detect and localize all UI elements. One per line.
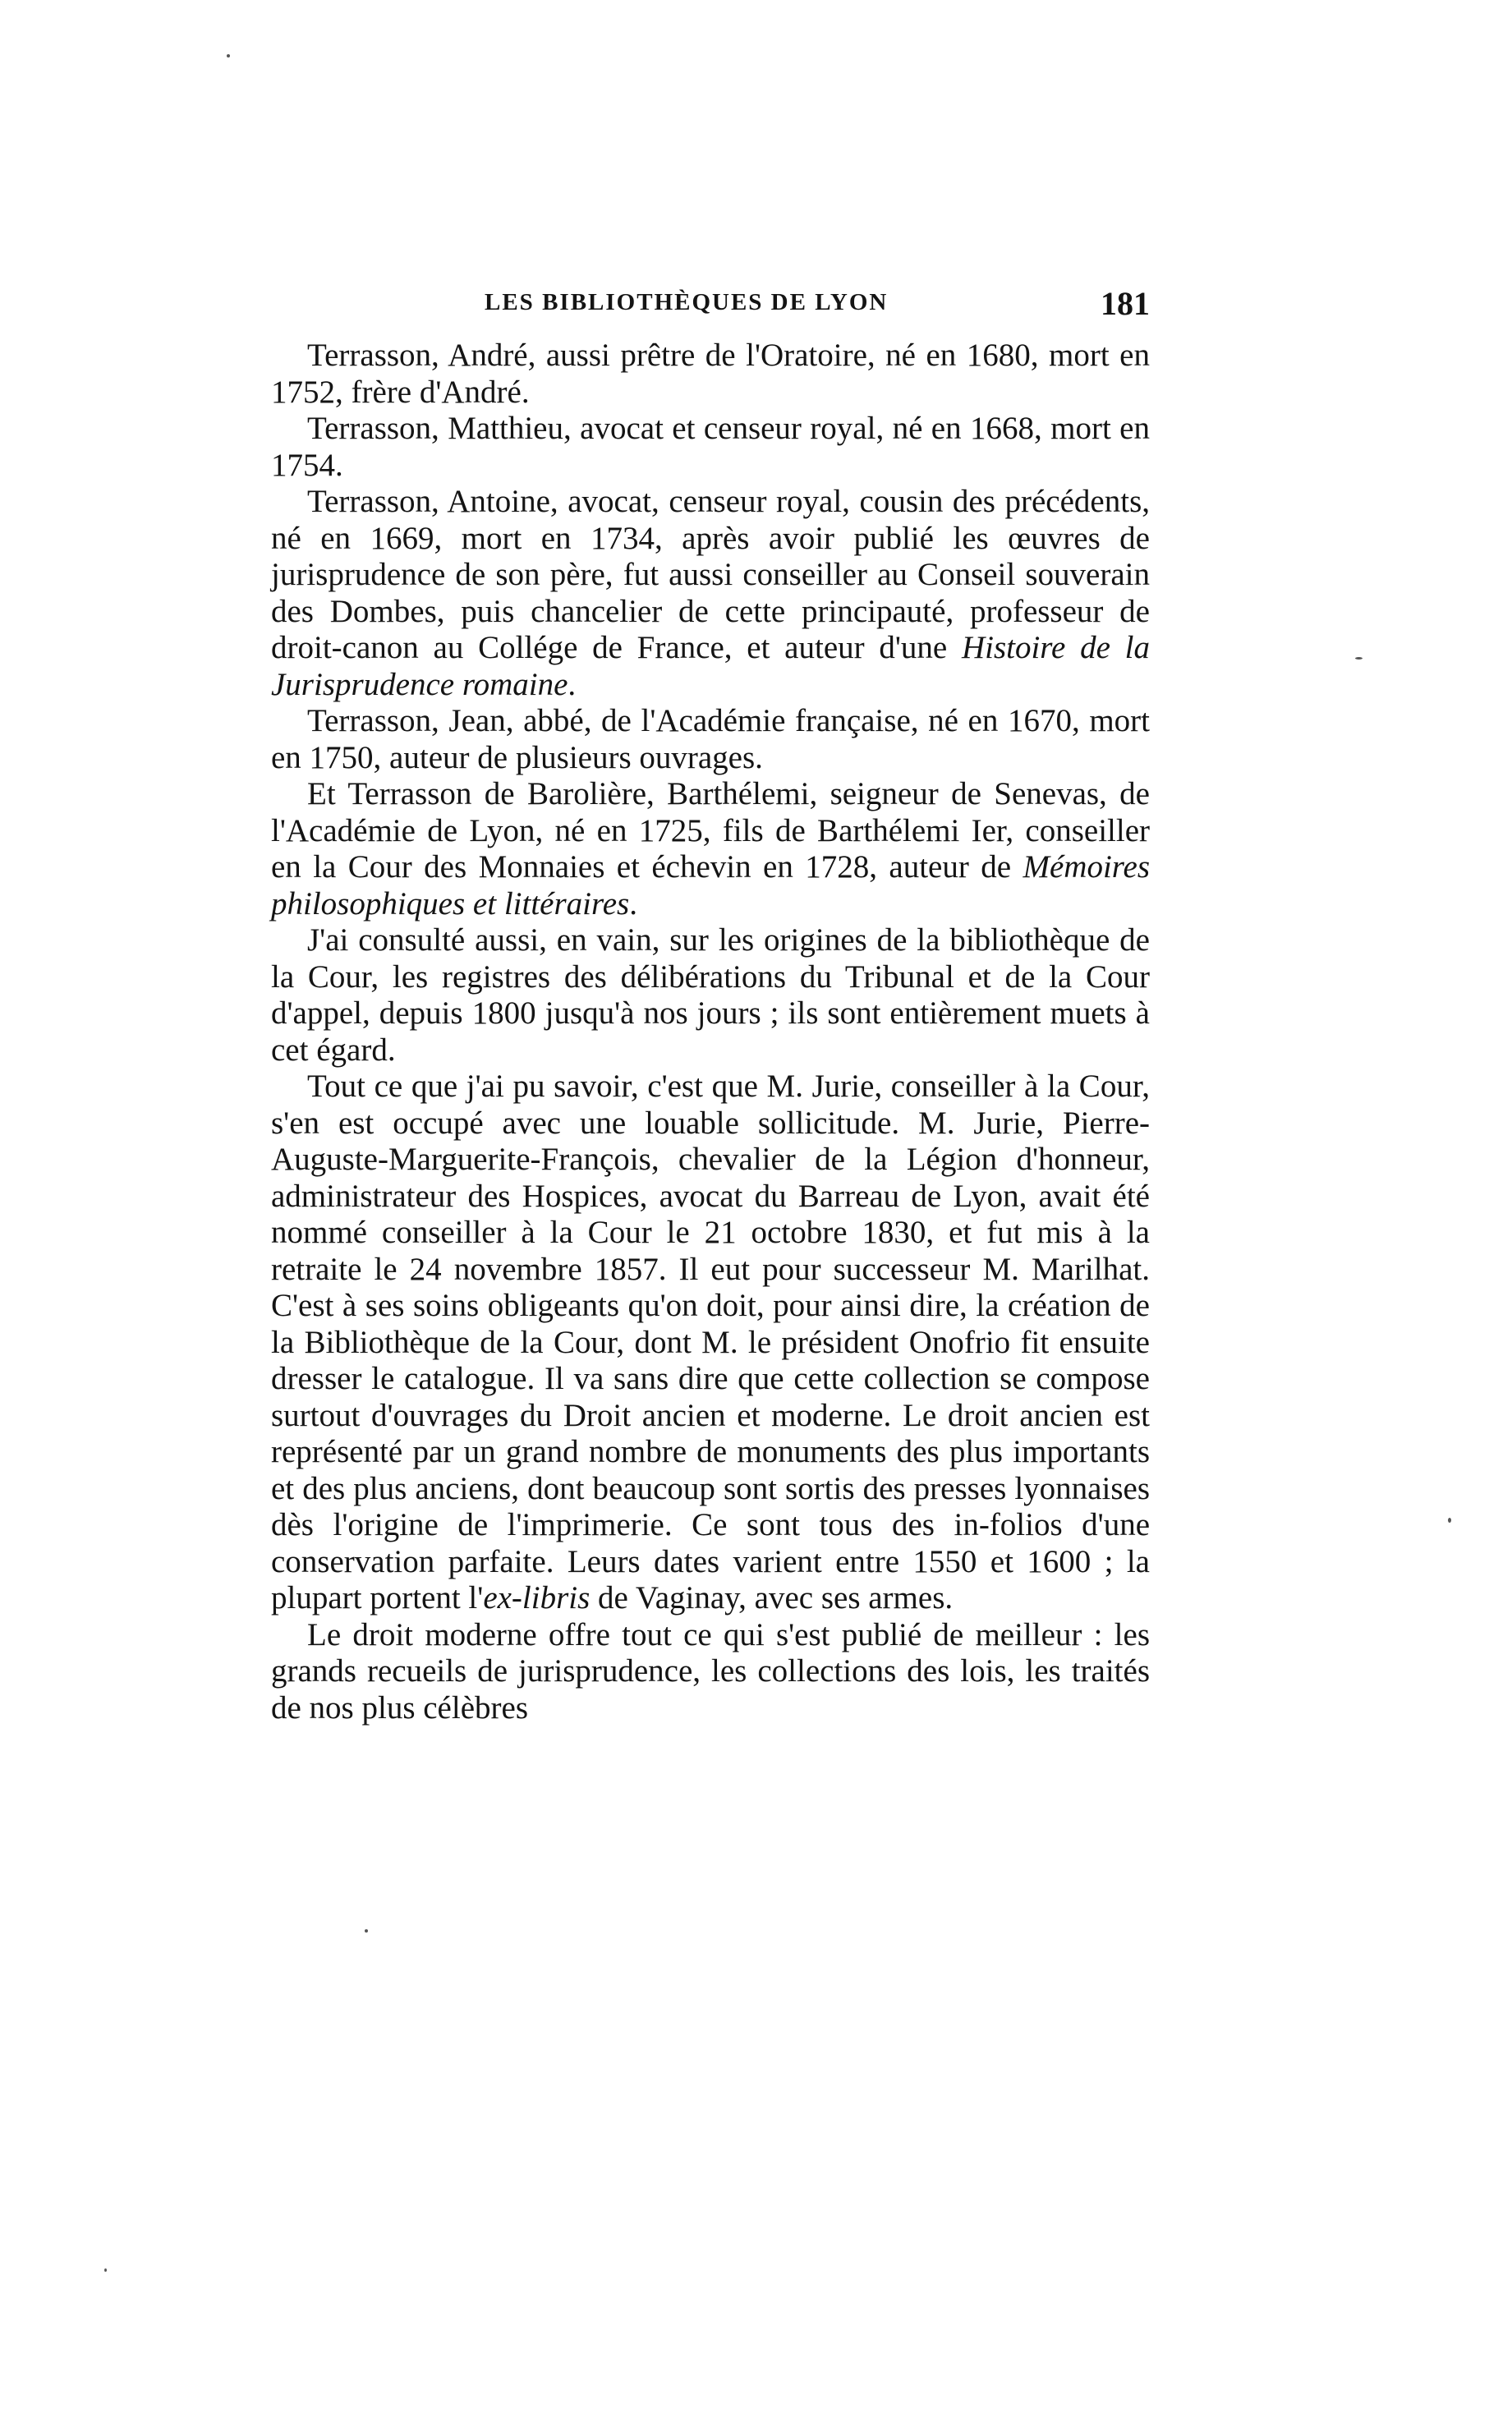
paragraph-andre-terrasson: Terrasson, André, aussi prêtre de l'Oratoire, né en 1680, mort en 1752, frère d'André. xyxy=(271,338,1150,410)
running-title: LES BIBLIOTHÈQUES DE LYON xyxy=(485,289,889,315)
paragraph-jurie xyxy=(271,1069,1150,1617)
paragraph-barolière-text: Et Terrasson de Barolière, Barthélemi, seigneur de Senevas, de l'Académie de Lyon, né en 1725, fils de Barthélemi Ier, conseiller en la Cour des Monnaies et échevin en 1728, auteur de xyxy=(271,776,1150,885)
paragraph-antoine-text: Terrasson, Antoine, avocat, censeur royal, cousin des précédents, né en 1669, mort en 1734, après avoir publié les œuvres de jurisprudence de son père, fut aussi conseiller au Conseil souverain des Dombes, puis chancelier de cette principauté, professeur de droit-canon au Collége de France, et auteur d'une xyxy=(271,484,1150,665)
print-speck xyxy=(227,54,230,57)
page-number: 181 xyxy=(1101,285,1150,322)
print-speck xyxy=(104,2268,107,2272)
print-speck xyxy=(1448,1518,1451,1523)
paragraph-barolière-tail: . xyxy=(629,885,637,922)
paragraph-origines: J'ai consulté aussi, en vain, sur les origines de la bibliothèque de la Cour, les registres des délibérations du Tribunal et de la Cour d'appel, depuis 1800 jusqu'à nos jours ; ils sont entièrement muets à cet égard. xyxy=(271,922,1150,1068)
paragraph-jurie-text: Tout ce que j'ai pu savoir, c'est que M. Jurie, conseiller à la Cour, s'en est occupé avec une louable sollicitude. M. Jurie, Pierre-Auguste-Marguerite-François, chevalier de la Légion d'honneur, administrateur des Hospices, avocat du Barreau de Lyon, avait été nommé conseiller à la Cour le 21 octobre 1830, et fut mis à la retraite le 24 novembre 1857. Il eut pour successeur M. Marilhat. C'est à ses soins obligeants qu'on doit, pour ainsi dire, la création de la Bibliothèque de la Cour, dont M. le président Onofrio fit ensuite dresser le catalogue. Il va sans dire que cette collection se compose surtout d'ouvrages du Droit ancien et moderne. Le droit ancien est représenté par un grand nombre de monuments des plus importants et des plus anciens, dont beaucoup sont sortis des presses lyonnaises dès l'origine de l'imprimerie. Ce sont tous des in-folios d'une conservation parfaite. Leurs dates varient entre 1550 et 1600 ; la plupart portent l' xyxy=(271,1069,1150,1616)
paragraph-matthieu-terrasson: Terrasson, Matthieu, avocat et censeur royal, né en 1668, mort en 1754. xyxy=(271,411,1150,483)
italic-histoire-title: Histoire de la Jurisprudence romaine xyxy=(271,630,1150,702)
paragraph-antoine-tail: . xyxy=(568,666,577,702)
italic-memoires-title: Mémoires philosophiques et littéraires xyxy=(271,849,1150,922)
paragraph-antoine-terrasson xyxy=(271,484,1150,703)
print-speck xyxy=(1355,657,1363,660)
print-speck xyxy=(365,1929,368,1933)
paragraph-barolière xyxy=(271,776,1150,922)
italic-ex-libris: ex-libris xyxy=(483,1580,591,1616)
paragraph-jean-terrasson: Terrasson, Jean, abbé, de l'Académie française, né en 1670, mort en 1750, auteur de plusieurs ouvrages. xyxy=(271,703,1150,775)
paragraph-droit-moderne: Le droit moderne offre tout ce qui s'est publié de meilleur : les grands recueils de jurisprudence, les collections des lois, les traités de nos plus célèbres xyxy=(271,1616,1150,1726)
running-head xyxy=(271,285,1150,330)
body-text xyxy=(271,338,1150,1726)
paragraph-jurie-tail: de Vaginay, avec ses armes. xyxy=(590,1580,954,1616)
